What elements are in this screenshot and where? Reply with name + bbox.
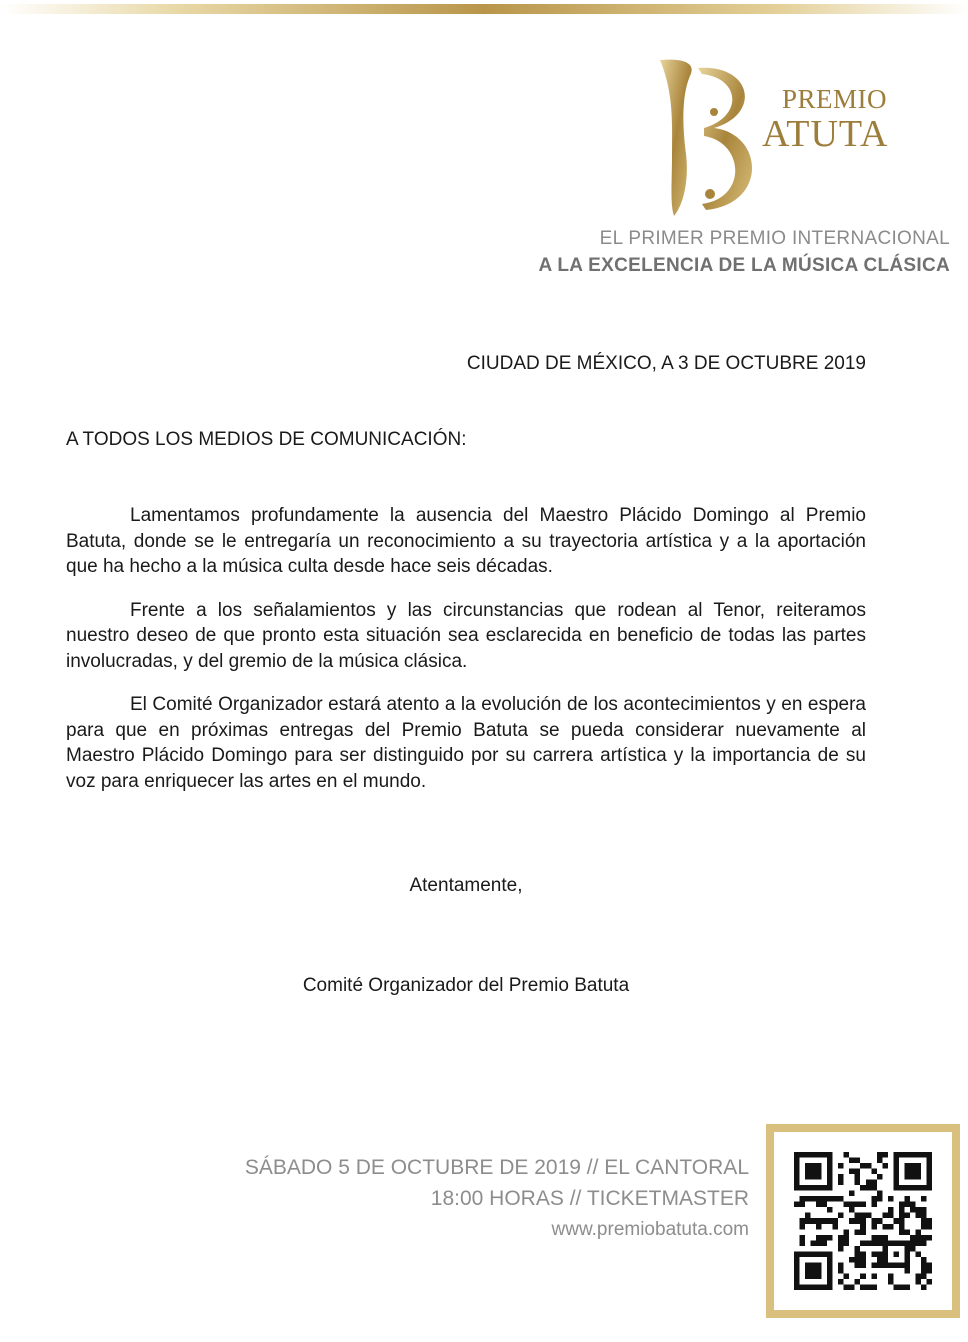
letter-paragraph: Lamentamos profundamente la ausencia del Maestro Plácido Domingo al Premio Batuta, donde se le entregaría un reconocimiento a su trayectoria artística y a la aportación que ha hecho a la música culta desde hace seis décadas.	[66, 505, 866, 577]
letter-signature: Comité Organizador del Premio Batuta	[302, 975, 630, 996]
tagline-line-1: EL PRIMER PREMIO INTERNACIONAL	[599, 228, 950, 249]
letter-paragraph: El Comité Organizador estará atento a la evolución de los acontecimientos y en espera para que en próximas entregas del Premio Batuta se pueda considerar nuevamente al Maestro Plácido Domingo para ser distinguido por su carrera artística y la importancia de su voz para enriquecer las artes en el mundo.	[66, 694, 866, 792]
letter-date-line: CIUDAD DE MÉXICO, A 3 DE OCTUBRE 2019	[466, 353, 866, 374]
brand-name-premio: PREMIO	[782, 84, 888, 114]
top-gold-bar	[0, 4, 968, 14]
brand-name-batuta: ATUTA	[762, 113, 889, 155]
letter-salutation: A TODOS LOS MEDIOS DE COMUNICACIÓN:	[66, 429, 467, 450]
qr-code-frame	[766, 1124, 960, 1318]
letter-paragraph: Frente a los señalamientos y las circunstancias que rodean al Tenor, reiteramos nuestro deseo de que pronto esta situación sea esclarecida en beneficio de todas las partes involucradas, y del gremio de la música clásica.	[66, 599, 866, 672]
letter-closing: Atentamente,	[409, 875, 523, 896]
footer-event-info	[245, 1152, 749, 1245]
footer-website-link[interactable]: www.premiobatuta.com	[551, 1219, 749, 1240]
letter-body	[66, 503, 866, 812]
footer-event-line: SÁBADO 5 DE OCTUBRE DE 2019 // EL CANTORAL	[244, 1156, 749, 1179]
qr-code-icon[interactable]	[794, 1152, 932, 1290]
tagline-line-2: A LA EXCELENCIA DE LA MÚSICA CLÁSICA	[538, 255, 950, 276]
footer-time-line: 18:00 HORAS // TICKETMASTER	[430, 1187, 749, 1210]
